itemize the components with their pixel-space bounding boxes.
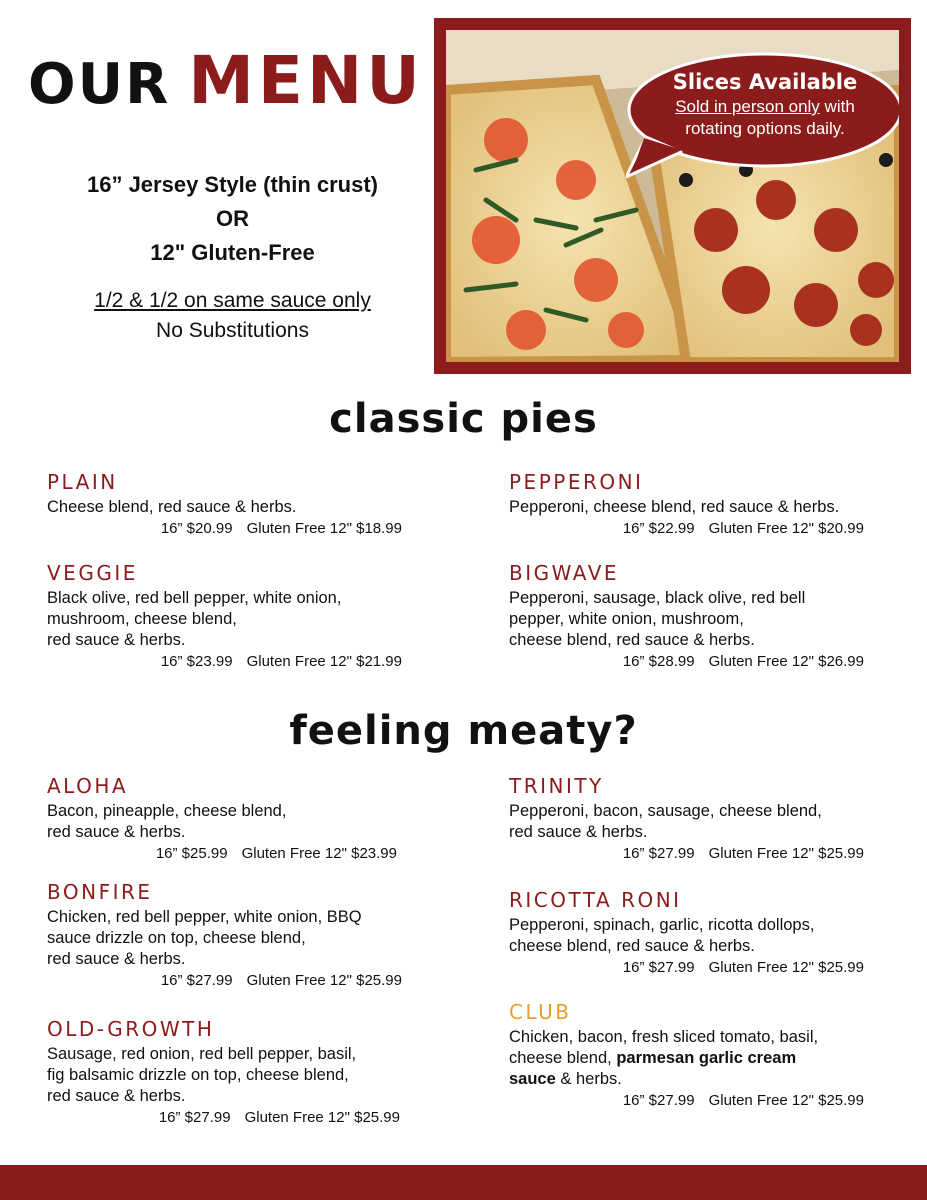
- half-half-rule: 1/2 & 1/2 on same sauce only: [94, 289, 371, 312]
- item-price: 16” $27.99 Gluten Free 12" $25.99: [160, 972, 402, 989]
- menu-item-plain: [47, 470, 447, 540]
- item-price: 16” $27.99 Gluten Free 12" $25.99: [622, 845, 864, 862]
- no-substitutions: No Substitutions: [156, 319, 309, 342]
- with-text: with: [819, 97, 855, 116]
- item-description: Chicken, bacon, fresh sliced tomato, basil, cheese blend, parmesan garlic cream sauce & herbs.: [509, 1028, 819, 1088]
- item-description: Pepperoni, spinach, garlic, ricotta dollops, cheese blend, red sauce & herbs.: [509, 916, 815, 955]
- menu-item-bonfire: [47, 880, 447, 992]
- item-description: Pepperoni, bacon, sausage, cheese blend, red sauce & herbs.: [509, 802, 822, 841]
- sold-in-person-text: Sold in person only: [675, 97, 820, 116]
- menu-item-ricotta-roni: [509, 888, 909, 979]
- item-name: TRINITY: [509, 774, 604, 798]
- item-price: 16” $27.99 Gluten Free 12" $25.99: [622, 959, 864, 976]
- item-name: PEPPERONI: [509, 470, 644, 494]
- item-description: Bacon, pineapple, cheese blend, red sauce & herbs.: [47, 802, 287, 841]
- item-price: 16” $20.99 Gluten Free 12" $18.99: [160, 520, 402, 537]
- menu-item-club: [509, 1000, 909, 1112]
- item-description: Pepperoni, sausage, black olive, red bell pepper, white onion, mushroom, cheese blend, red sauce & herbs.: [509, 589, 806, 649]
- item-price: 16” $23.99 Gluten Free 12" $21.99: [160, 653, 402, 670]
- item-price: 16” $27.99 Gluten Free 12" $25.99: [622, 1092, 864, 1109]
- slices-available-title: Slices Available: [672, 70, 858, 94]
- item-price: 16” $22.99 Gluten Free 12" $20.99: [622, 520, 864, 537]
- title-menu: MENU: [188, 42, 424, 119]
- section-feeling-meaty: feeling meaty?: [289, 708, 638, 754]
- item-name: PLAIN: [47, 470, 118, 494]
- title-our: OUR: [28, 52, 171, 117]
- item-name: BIGWAVE: [509, 561, 620, 585]
- item-description: Sausage, red onion, red bell pepper, basil, fig balsamic drizzle on top, cheese blend, red sauce & herbs.: [47, 1045, 357, 1105]
- crust-options: [20, 168, 445, 270]
- item-description: Pepperoni, cheese blend, red sauce & herbs.: [509, 498, 840, 516]
- pizza-photo: [446, 30, 899, 362]
- item-name: OLD-GROWTH: [47, 1017, 215, 1041]
- crust-gluten-free: 12" Gluten-Free: [150, 240, 315, 265]
- crust-or: OR: [216, 206, 249, 231]
- menu-item-aloha: [47, 774, 447, 865]
- order-rules: [20, 286, 445, 346]
- item-name: ALOHA: [47, 774, 129, 798]
- item-price: 16” $27.99 Gluten Free 12" $25.99: [158, 1109, 400, 1126]
- section-classic-pies: classic pies: [329, 396, 598, 442]
- menu-item-old-growth: [47, 1017, 447, 1129]
- item-name: BONFIRE: [47, 880, 153, 904]
- footer-bar: [0, 1165, 927, 1200]
- item-price: 16” $25.99 Gluten Free 12" $23.99: [155, 845, 397, 862]
- item-price: 16” $28.99 Gluten Free 12" $26.99: [622, 653, 864, 670]
- crust-jersey: 16” Jersey Style (thin crust): [86, 172, 378, 197]
- menu-item-bigwave: [509, 561, 909, 673]
- menu-title: [28, 42, 424, 132]
- item-description: Black olive, red bell pepper, white onion, mushroom, cheese blend, red sauce & herbs.: [47, 589, 342, 649]
- item-name: VEGGIE: [47, 561, 138, 585]
- menu-item-pepperoni: [509, 470, 909, 540]
- slices-available-detail: [626, 96, 899, 118]
- menu-item-trinity: [509, 774, 909, 865]
- rotating-options-text: rotating options daily.: [685, 119, 845, 138]
- pizza-photo-frame: [434, 18, 911, 374]
- item-description: Chicken, red bell pepper, white onion, BBQ sauce drizzle on top, cheese blend, red sauce & herbs.: [47, 908, 362, 968]
- item-description: Cheese blend, red sauce & herbs.: [47, 498, 297, 516]
- item-name: RICOTTA RONI: [509, 888, 682, 912]
- menu-item-veggie: [47, 561, 447, 673]
- item-name: CLUB: [509, 1000, 572, 1024]
- slices-callout: [626, 52, 899, 170]
